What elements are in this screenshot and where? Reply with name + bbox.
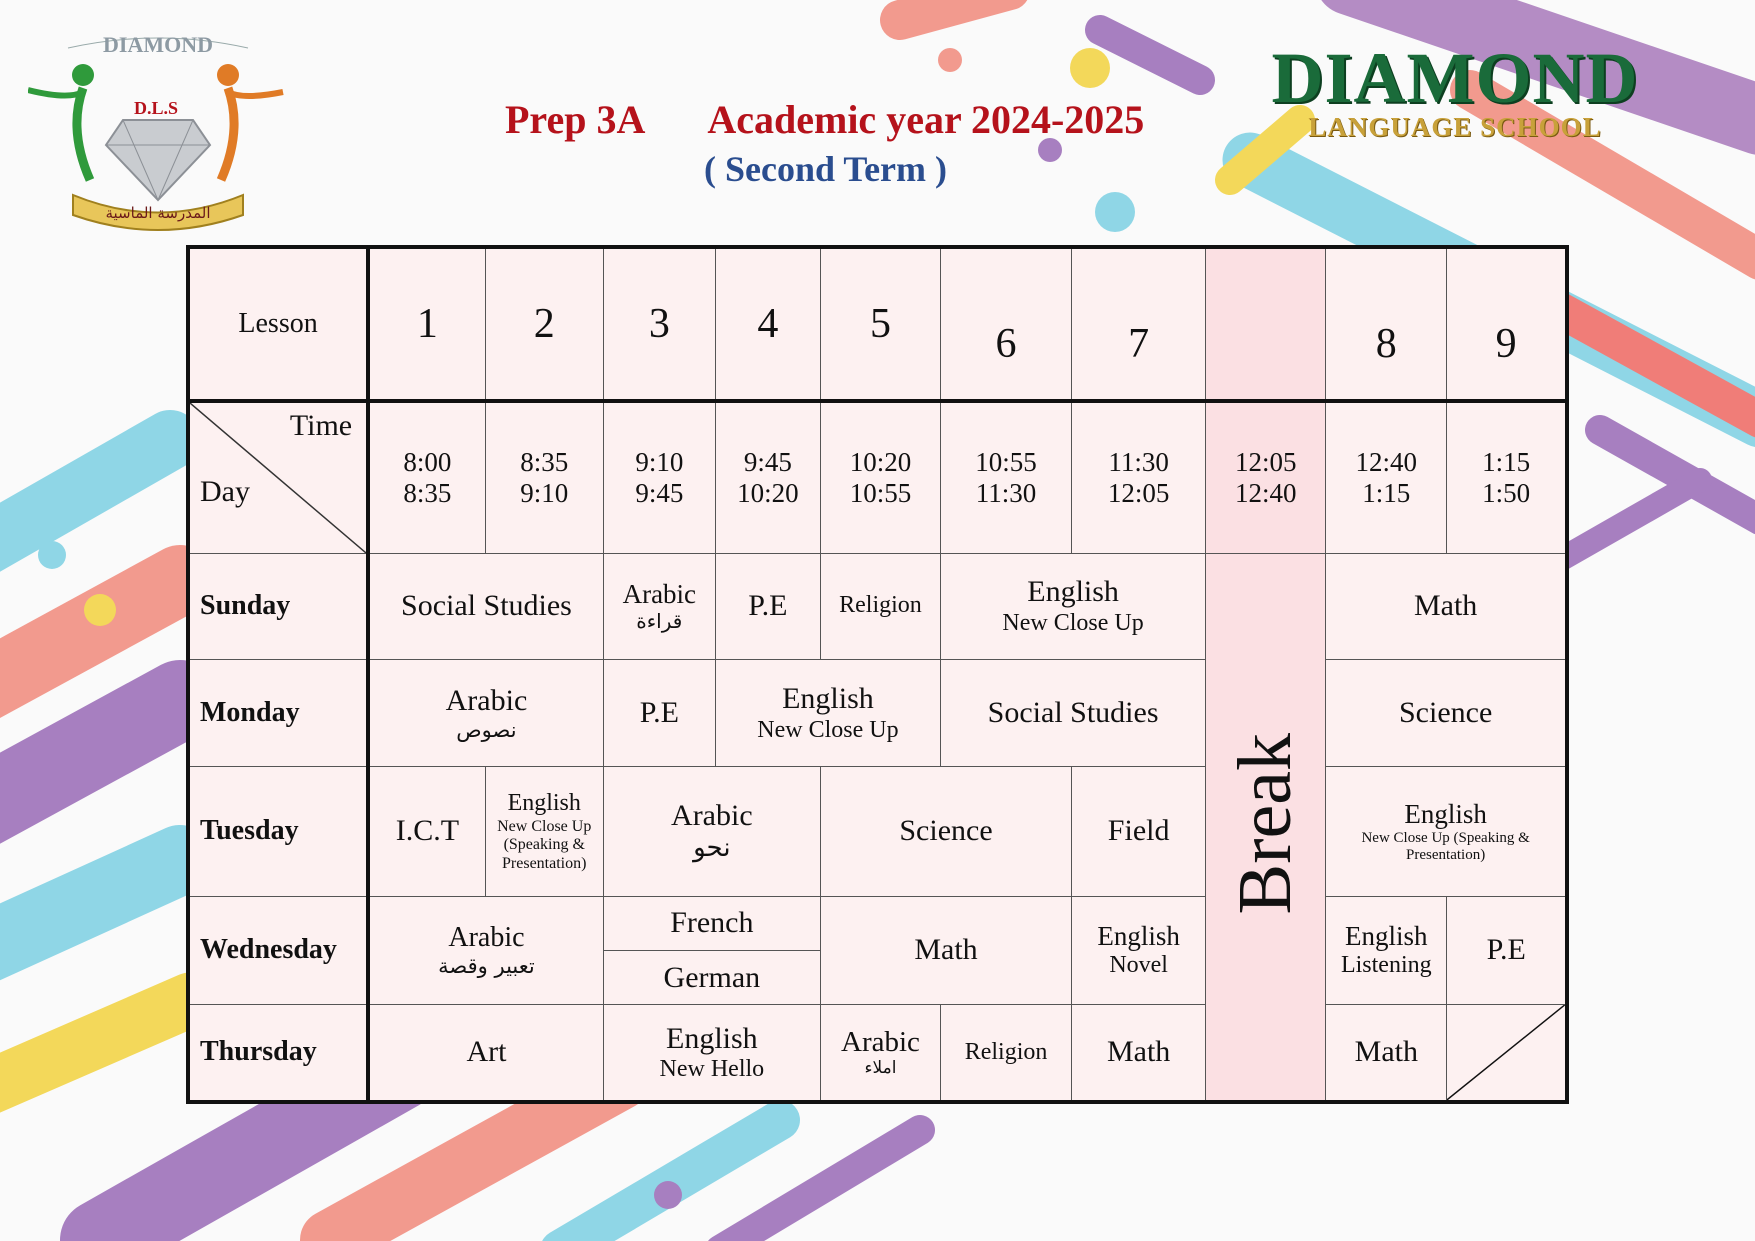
subject-cell: P.E: [1447, 896, 1567, 1004]
day-name: Thursday: [188, 1005, 368, 1102]
lesson-number: 1: [368, 247, 485, 401]
break-time-slot: 12:05 12:40: [1206, 401, 1326, 554]
subject-cell: Field: [1072, 767, 1206, 896]
timetable: [186, 245, 1569, 1104]
break-header: [1206, 247, 1326, 401]
subject-cell: P.E: [715, 553, 820, 659]
subject-cell: Science: [820, 767, 1071, 896]
lesson-row: [188, 247, 1567, 401]
day-name: Tuesday: [188, 767, 368, 896]
diagonal-line: [1447, 1005, 1565, 1100]
time-slot: 11:30 12:05: [1072, 401, 1206, 554]
subject-cell: Arabic قراءة: [603, 553, 715, 659]
subject-cell: Arabic املاء: [820, 1005, 940, 1102]
subject-cell: Arabic نحو: [603, 767, 820, 896]
subject-cell: English New Close Up (Speaking & Presentation): [1326, 767, 1567, 896]
subject-cell: Math: [1326, 1005, 1447, 1102]
lesson-label: Lesson: [188, 247, 368, 401]
subject-cell: Arabic نصوص: [368, 659, 603, 766]
time-slot: 8:35 9:10: [485, 401, 603, 554]
subject-cell: P.E: [603, 659, 715, 766]
subject-cell: English New Hello: [603, 1005, 820, 1102]
school-logo: [28, 30, 288, 235]
academic-year: Academic year 2024-2025: [707, 97, 1145, 142]
subject-cell: English Listening: [1326, 896, 1447, 1004]
logo-badge: D.L.S: [133, 98, 179, 118]
language-split-cell: [603, 896, 820, 1004]
subject-cell: Art: [368, 1005, 603, 1102]
lesson-number: 9: [1447, 247, 1567, 401]
subject-cell: Math: [1072, 1005, 1206, 1102]
brand-subtitle: LANGUAGE SCHOOL: [1308, 112, 1602, 142]
time-slot: 10:20 10:55: [820, 401, 940, 554]
time-day-corner: [188, 401, 368, 554]
lesson-number: 2: [485, 247, 603, 401]
lesson-number: 3: [603, 247, 715, 401]
time-slot: 1:15 1:50: [1447, 401, 1567, 554]
brand-name: DIAMOND: [1271, 38, 1639, 118]
time-slot: 8:00 8:35: [368, 401, 485, 554]
time-row: [188, 401, 1567, 554]
subject-cell: French: [604, 896, 820, 951]
empty-slot: [1447, 1005, 1567, 1102]
lesson-number: 6: [941, 247, 1072, 401]
term-label: ( Second Term ): [704, 149, 947, 189]
class-name: Prep 3A: [505, 97, 646, 142]
subject-cell: Social Studies: [941, 659, 1206, 766]
time-slot: 9:10 9:45: [603, 401, 715, 554]
subject-cell: Science: [1326, 659, 1567, 766]
day-name: Monday: [188, 659, 368, 766]
subject-cell: German: [663, 960, 761, 994]
day-name: Sunday: [188, 553, 368, 659]
subject-cell: English New Close Up (Speaking & Presentation): [485, 767, 603, 896]
subject-cell: English New Close Up: [941, 553, 1206, 659]
time-slot: 12:40 1:15: [1326, 401, 1447, 554]
lesson-number: 8: [1326, 247, 1447, 401]
subject-cell: Math: [820, 896, 1071, 1004]
day-row-sunday: [188, 553, 1567, 659]
time-slot: 10:55 11:30: [941, 401, 1072, 554]
logo-top-text: DIAMOND: [103, 32, 213, 57]
day-row-tuesday: [188, 767, 1567, 896]
day-label: Day: [200, 474, 250, 508]
lesson-number: 5: [820, 247, 940, 401]
day-row-thursday: [188, 1005, 1567, 1102]
logo-ribbon: المدرسة الماسية: [105, 204, 211, 222]
subject-cell: Arabic تعبير وقصة: [368, 896, 603, 1004]
break-column: [1206, 553, 1326, 1102]
brand-block: [1240, 38, 1670, 143]
day-name: Wednesday: [188, 896, 368, 1004]
subject-cell: Religion: [820, 553, 940, 659]
time-slot: 9:45 10:20: [715, 401, 820, 554]
page-title: [505, 96, 1144, 143]
subject-cell: Social Studies: [368, 553, 603, 659]
lesson-number: 4: [715, 247, 820, 401]
time-label: Time: [289, 408, 353, 442]
break-label: Break: [1223, 733, 1308, 915]
subject-cell: I.C.T: [368, 767, 485, 896]
subject-cell: English Novel: [1072, 896, 1206, 1004]
day-row-monday: [188, 659, 1567, 766]
subject-cell: English New Close Up: [715, 659, 940, 766]
subject-cell: Math: [1326, 553, 1567, 659]
lesson-number: 7: [1072, 247, 1206, 401]
subject-cell: Religion: [941, 1005, 1072, 1102]
day-row-wednesday: [188, 896, 1567, 1004]
